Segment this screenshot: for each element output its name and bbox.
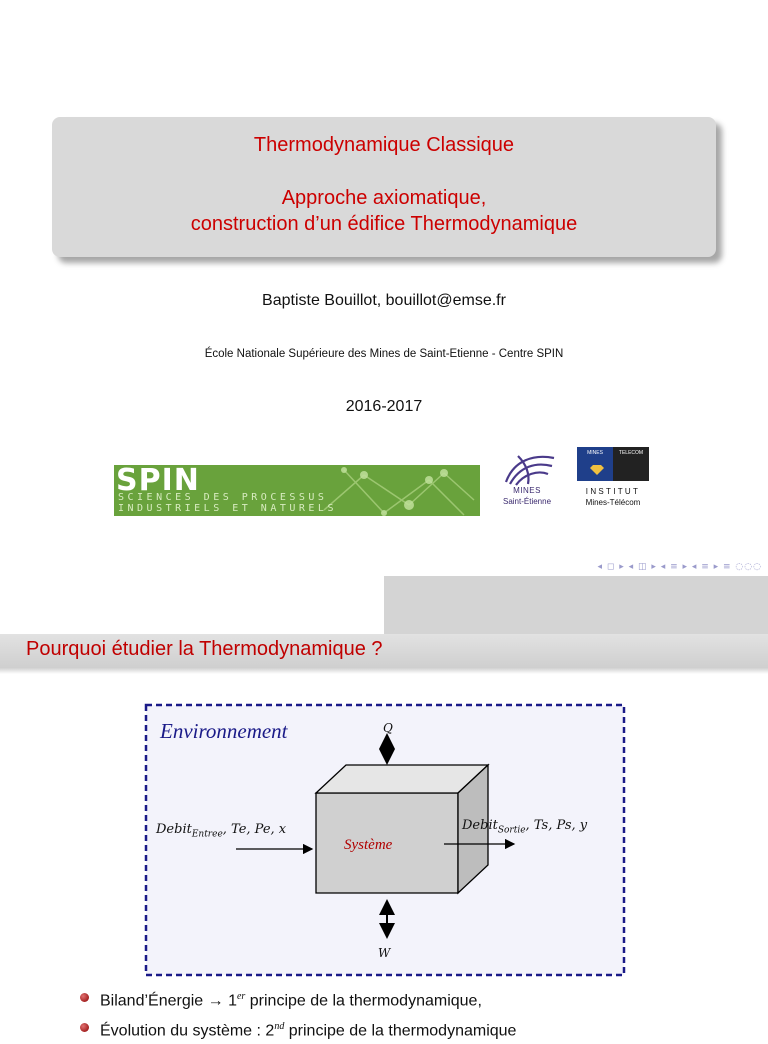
spin-tagline-line-1: SCIENCES DES PROCESSUS: [118, 492, 328, 503]
output-flow-rest: , Ts, Ps, y: [525, 818, 588, 833]
bullet-text-rest: principe de la thermodynamique: [284, 1022, 517, 1040]
subtitle-line-1: Approche axiomatique,: [281, 187, 487, 209]
output-flow-main: Debit: [462, 818, 498, 833]
author-line: Baptiste Bouillot, bouillot@emse.fr: [262, 292, 506, 309]
system-diagram: [140, 701, 630, 981]
network-graphic-icon: [314, 465, 480, 516]
input-flow-rest: , Te, Pe, x: [222, 822, 287, 837]
frame-title: Pourquoi étudier la Thermodynamique ?: [26, 638, 383, 660]
title-shadow: [0, 668, 768, 674]
presentation-title: Thermodynamique Classique: [253, 134, 515, 156]
environment-label: Environnement: [160, 719, 288, 743]
input-flow-sub: Entree: [191, 829, 223, 840]
system-label: Système: [344, 837, 393, 853]
header-left-panel: [0, 576, 384, 634]
work-label: W: [378, 946, 391, 960]
bullet-sup: nd: [274, 1021, 285, 1032]
imt-box-label-1: MINES: [587, 450, 603, 456]
content-slide: [0, 576, 768, 1040]
imt-box-label-2: TELECOM: [618, 450, 644, 456]
presentation-subtitle: [52, 185, 716, 237]
imt-line-2: Mines-Télécom: [585, 498, 641, 507]
bullet-item: [80, 1014, 760, 1044]
subtitle-line-2: construction d’un édifice Thermodynamique: [190, 213, 578, 235]
spin-tagline: [118, 492, 337, 514]
input-flow-main: Debit: [156, 822, 192, 837]
imt-line-1: INSTITUT: [585, 487, 641, 496]
spin-logo: [114, 465, 480, 516]
diamond-icon: [590, 465, 604, 475]
output-flow-sub: Sortie: [497, 825, 526, 836]
header-right-panel: [384, 576, 768, 634]
beamer-navigation-bar[interactable]: ◂ ◻ ▸ ◂ ◫ ▸ ◂ ≡ ▸ ◂ ≡ ▸ ≡ ◌◌◌: [597, 562, 762, 572]
frame-title-bar: [0, 634, 768, 668]
input-flow-label: [156, 822, 286, 840]
year-line: 2016-2017: [345, 398, 423, 415]
spin-wordmark: SPIN: [116, 465, 200, 498]
mines-line-2: Saint-Étienne: [502, 497, 552, 506]
title-block: [52, 117, 716, 257]
institute-line: École Nationale Supérieure des Mines de Saint-Etienne - Centre SPIN: [204, 348, 564, 360]
mines-saint-etienne-logo: [492, 452, 562, 512]
institut-mines-telecom-logo: [575, 447, 651, 513]
bullet-item: [80, 984, 760, 1014]
bullet-text: Biland’Énergie → 1: [100, 992, 237, 1010]
bullet-text-rest: principe de la thermodynamique,: [245, 992, 482, 1010]
spin-tagline-line-2: INDUSTRIELS ET NATURELS: [118, 503, 337, 514]
bullet-dot-icon: [80, 993, 89, 1002]
output-flow-label: [462, 818, 587, 836]
heat-label: Q: [383, 721, 393, 735]
bullet-list: [80, 984, 760, 1044]
mines-line-1: MINES: [513, 486, 541, 495]
bullet-sup: er: [236, 991, 246, 1002]
mines-swirl-icon: [492, 452, 562, 486]
bullet-dot-icon: [80, 1023, 89, 1032]
bullet-text: Évolution du système : 2: [100, 1022, 275, 1040]
